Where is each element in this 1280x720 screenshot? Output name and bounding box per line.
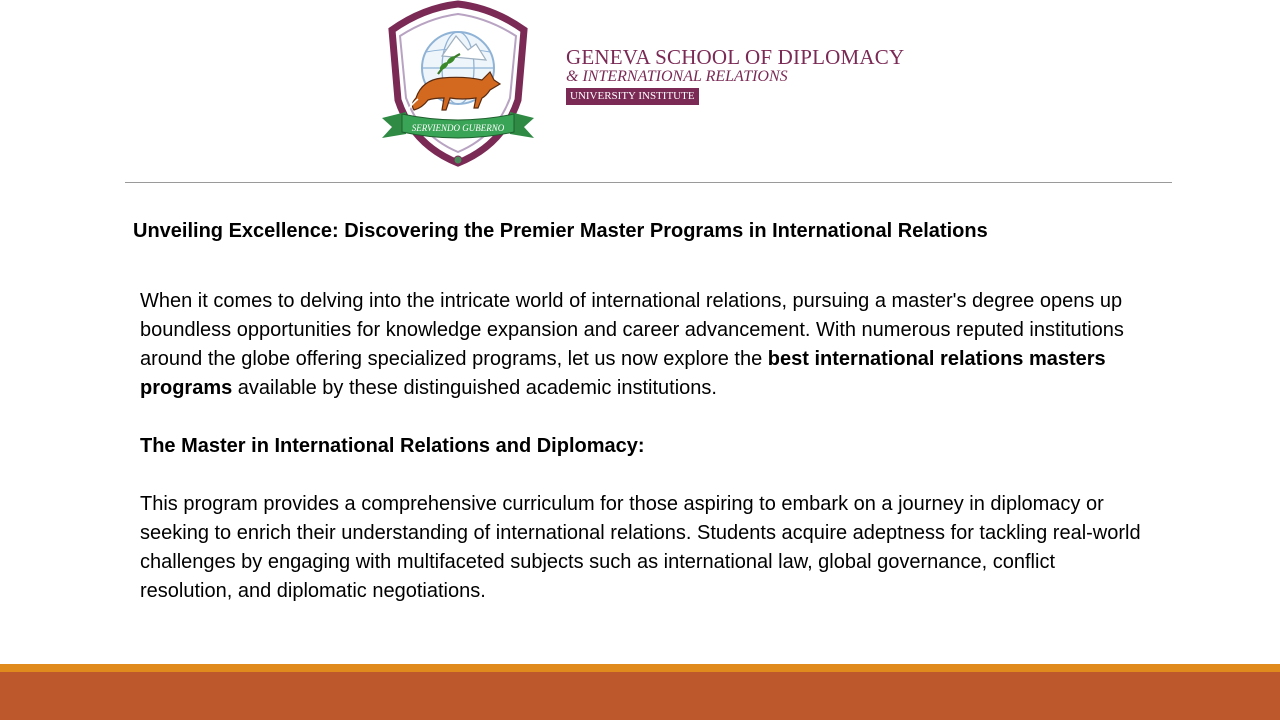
intro-text-end: available by these distinguished academic institutions. <box>232 377 717 399</box>
header-divider <box>125 182 1172 183</box>
spacer <box>140 403 1150 432</box>
slide-body <box>140 287 1150 606</box>
section-heading: The Master in International Relations and Diplomacy: <box>140 435 645 457</box>
intro-highlight: best international relations masters programs <box>140 348 1106 399</box>
school-name-line2: & INTERNATIONAL RELATIONS <box>566 68 788 85</box>
spacer <box>140 461 1150 490</box>
footer-accent-stripe <box>0 664 1280 672</box>
university-institute-tag: UNIVERSITY INSTITUTE <box>566 88 699 105</box>
crest-logo <box>378 0 538 170</box>
intro-paragraph <box>140 287 1150 403</box>
intro-text-start: When it comes to delving into the intricate world of international relations, pursuing a master's degree opens up boundless opportunities for knowledge expansion and career advancement. With numerous reputed institutions around the globe offering specialized programs, let us now explore the <box>140 290 1124 370</box>
crest-motto: SERVIENDO GUBERNO <box>411 123 505 133</box>
section-paragraph: This program provides a comprehensive curriculum for those aspiring to embark on a journey in diplomacy or seeking to enrich their understanding of international relations. Students acquire adeptness for tackling real-world challenges by engaging with multifaceted subjects such as international law, global governance, conflict resolution, and diplomatic negotiations. <box>140 493 1141 602</box>
school-name <box>566 46 904 105</box>
school-name-line1: GENEVA SCHOOL OF DIPLOMACY <box>566 45 905 69</box>
footer-bar <box>0 672 1280 720</box>
slide-title: Unveiling Excellence: Discovering the Premier Master Programs in International Relations <box>133 220 988 242</box>
